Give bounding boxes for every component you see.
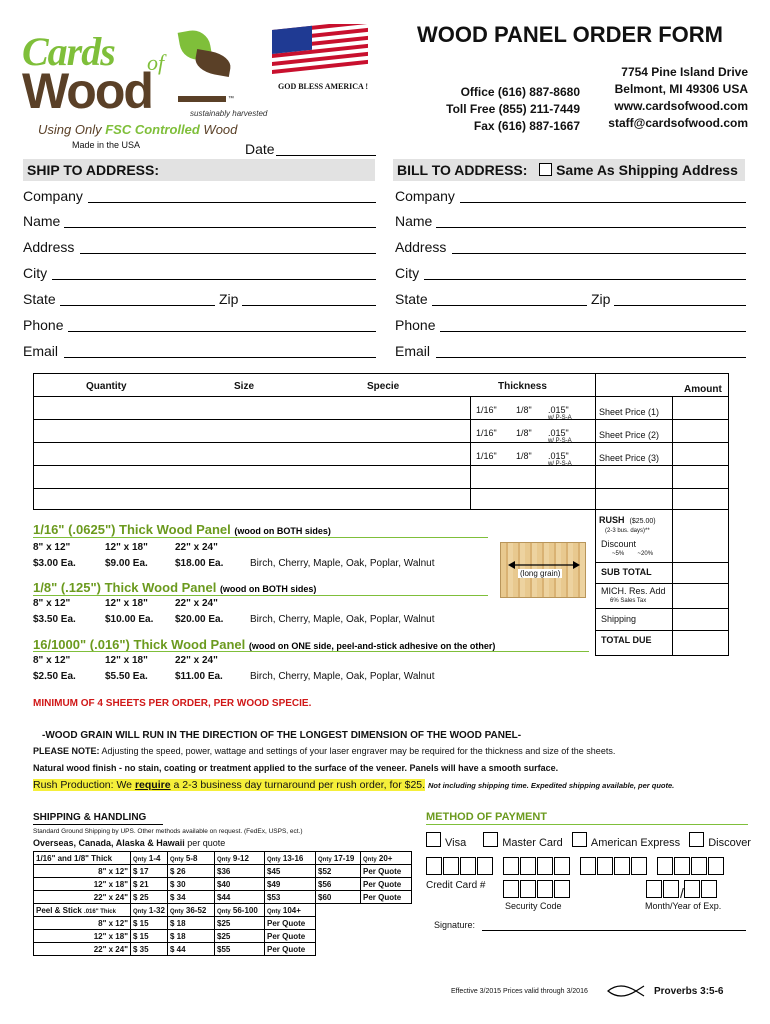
thickness-1-16[interactable]: 1/16" — [476, 405, 497, 415]
rush-production-note: Rush Production: We require a 2-3 business day turnaround per rush order, for $25. Not including shipping time. Expedited shipping available, per quote. — [33, 779, 675, 791]
sustainably-text: sustainably harvested — [190, 109, 268, 118]
visa-checkbox[interactable] — [426, 832, 441, 847]
natural-finish-note: Natural wood finish - no stain, coating or treatment applied to the surface of the veneer. Panels will have a smooth surface. — [33, 763, 559, 773]
please-note: PLEASE NOTE: Adjusting the speed, power, wattage and settings of your laser engraver may be required for the thickness and size of the sheets. — [33, 746, 616, 756]
discount-label: Discount — [601, 539, 637, 549]
table-row: 22" x 24" $ 35 $ 44 $55 Per Quote — [34, 943, 412, 956]
bill-city-label: City — [395, 265, 420, 281]
ship-company-label: Company — [23, 188, 83, 204]
discount-rates: ~5% ~20% — [612, 551, 654, 557]
made-in-usa: Made in the USA — [72, 140, 141, 150]
ship-state-field[interactable] — [60, 291, 215, 306]
psa-note: w/ P-S-A — [548, 438, 572, 444]
mich-label: MICH. Res. Add — [601, 586, 666, 596]
table-row: 12" x 18" $ 21 $ 30 $40 $49 $56 Per Quote — [34, 878, 412, 891]
col-thickness: Thickness — [498, 381, 547, 392]
ship-address-label: Address — [23, 239, 75, 255]
thickness-015[interactable]: .015" — [548, 451, 569, 461]
payment-heading: METHOD OF PAYMENT — [426, 811, 548, 823]
ship-address-field[interactable] — [80, 239, 376, 254]
thickness-015[interactable]: .015" — [548, 405, 569, 415]
grain-note: -WOOD GRAIN WILL RUN IN THE DIRECTION OF THE LONGEST DIMENSION OF THE WOOD PANEL- — [42, 730, 522, 741]
sales-tax-label: 6% Sales Tax — [610, 598, 647, 604]
minimum-note: MINIMUM OF 4 SHEETS PER ORDER, PER WOOD SPECIE. — [33, 698, 312, 709]
ship-city-field[interactable] — [52, 265, 376, 280]
total-due-label: TOTAL DUE — [601, 635, 652, 645]
logo-of-text: of — [147, 50, 165, 75]
ship-to-heading: SHIP TO ADDRESS: — [23, 159, 375, 181]
bill-address-label: Address — [395, 239, 447, 255]
same-as-shipping-checkbox[interactable] — [539, 163, 552, 176]
fish-icon — [606, 984, 646, 998]
logo-cards-text: Cards — [22, 29, 115, 74]
bill-state-field[interactable] — [432, 291, 587, 306]
table-row: 8" x 12" $ 15 $ 18 $25 Per Quote — [34, 917, 412, 930]
sheet-price-2: Sheet Price (2) — [599, 430, 660, 440]
table-row: 22" x 24" $ 25 $ 34 $44 $53 $60 Per Quote — [34, 891, 412, 904]
psa-note: w/ P-S-A — [548, 415, 572, 421]
signature-field[interactable] — [482, 918, 746, 931]
bill-email-label: Email — [395, 343, 431, 359]
ship-city-label: City — [23, 265, 48, 281]
standard-shipping-note: Standard Ground Shipping by UPS. Other methods available on request. (FedEx, USPS, ect.) — [33, 828, 303, 835]
thickness-015[interactable]: .015" — [548, 428, 569, 438]
bill-city-field[interactable] — [424, 265, 746, 280]
address-block: 7754 Pine Island Drive Belmont, MI 49306 USA www.cardsofwood.com staff@cardsofwood.com — [608, 65, 748, 130]
form-title: WOOD PANEL ORDER FORM — [417, 22, 723, 47]
signature-label: Signature: — [434, 920, 476, 930]
thickness-1-16[interactable]: 1/16" — [476, 451, 497, 461]
ship-company-field[interactable] — [88, 188, 376, 203]
thickness-1-8[interactable]: 1/8" — [516, 428, 532, 438]
rush-label: RUSH ($25.00) — [599, 515, 656, 525]
credit-card-label: Credit Card # — [426, 880, 486, 891]
bill-company-label: Company — [395, 188, 455, 204]
bill-name-field[interactable] — [436, 213, 746, 228]
card-number-boxes[interactable] — [426, 857, 725, 880]
ship-phone-field[interactable] — [68, 317, 376, 332]
bill-address-field[interactable] — [452, 239, 746, 254]
leaf-icon — [193, 49, 232, 77]
us-flag-icon — [272, 24, 368, 80]
ship-zip-field[interactable] — [242, 291, 376, 306]
ship-phone-label: Phone — [23, 317, 64, 333]
ship-name-label: Name — [23, 213, 61, 229]
bill-phone-label: Phone — [395, 317, 436, 333]
date-label: Date — [245, 141, 275, 157]
shipping-heading: SHIPPING & HANDLING — [33, 812, 147, 823]
fsc-tagline: Using Only FSC Controlled Wood — [38, 122, 238, 137]
trademark: ™ — [228, 96, 234, 102]
date-field[interactable] — [276, 141, 376, 156]
product-2-heading: 1/8" (.125") Thick Wood Panel (wood on BOTH sides) — [33, 580, 317, 595]
bill-email-field[interactable] — [436, 343, 746, 358]
ship-email-label: Email — [23, 343, 59, 359]
bill-state-label: State — [395, 291, 428, 307]
thickness-1-8[interactable]: 1/8" — [516, 405, 532, 415]
col-size: Size — [234, 381, 255, 392]
long-grain-label: (long grain) — [520, 569, 561, 578]
psa-note: w/ P-S-A — [548, 461, 572, 467]
god-bless-text: GOD BLESS AMERICA ! — [278, 82, 369, 91]
security-code-boxes[interactable] — [503, 880, 571, 903]
logo-wood-text: Wood — [22, 63, 152, 119]
thickness-1-16[interactable]: 1/16" — [476, 428, 497, 438]
sheet-price-1: Sheet Price (1) — [599, 407, 660, 417]
ship-state-label: State — [23, 291, 56, 307]
logo-underline — [178, 96, 226, 102]
bill-zip-label: Zip — [591, 291, 611, 307]
bill-zip-field[interactable] — [614, 291, 746, 306]
expiry-label: Month/Year of Exp. — [645, 901, 722, 911]
ship-name-field[interactable] — [64, 213, 376, 228]
bill-to-heading: BILL TO ADDRESS: Same As Shipping Address — [393, 159, 745, 181]
bill-company-field[interactable] — [460, 188, 746, 203]
table-row: 8" x 12" $ 17 $ 26 $36 $45 $52 Per Quote — [34, 865, 412, 878]
overseas-note: Overseas, Canada, Alaska & Hawaii per quote — [33, 838, 226, 848]
col-quantity: Quantity — [86, 381, 127, 392]
phone-block: Office (616) 887-8680 Toll Free (855) 211-7449 Fax (616) 887-1667 — [446, 85, 580, 133]
col-amount: Amount — [684, 384, 722, 395]
mastercard-checkbox[interactable] — [483, 832, 498, 847]
shipping-rates-table: 1/16" and 1/8" Thick Qnty 1-4 Qnty 5-8 Qnty 9-12 Qnty 13-16 Qnty 17-19 Qnty 20+ 8" x 12" $ 17 $ 26 $36 $45 $52 Per Quote 12" x 18" $ 21 $ 30 $40 $49 $56 Per Quote 22" x 24" $ 25 $ 34 $44 $53 $60 Per Quote Peel & Stick .016" Thick Qnty 1-32 Qnty 36-52 Qnty 56-100 Qnty 104+ 8" x 12" $ 15 $ 18 $25 Per Quote 12" x 18" $ 15 $ 18 $25 Per Quote 22" x 24" $ 35 $ 44 $55 Per Quote — [33, 851, 412, 956]
col-specie: Specie — [367, 381, 400, 392]
product-1-heading: 1/16" (.0625") Thick Wood Panel (wood on BOTH sides) — [33, 522, 331, 537]
rush-days: (2-3 bus. days)** — [605, 528, 650, 534]
security-code-label: Security Code — [505, 901, 562, 911]
ship-email-field[interactable] — [64, 343, 376, 358]
bill-name-label: Name — [395, 213, 433, 229]
payment-options: Visa Master Card American Express Discover — [426, 832, 751, 849]
bill-phone-field[interactable] — [440, 317, 746, 332]
shipping-label: Shipping — [601, 614, 637, 624]
ship-zip-label: Zip — [219, 291, 239, 307]
expiry-boxes[interactable]: / — [646, 880, 718, 901]
thickness-1-8[interactable]: 1/8" — [516, 451, 532, 461]
discover-checkbox[interactable] — [689, 832, 704, 847]
amex-checkbox[interactable] — [572, 832, 587, 847]
subtotal-label: SUB TOTAL — [601, 567, 652, 577]
table-row: 12" x 18" $ 15 $ 18 $25 Per Quote — [34, 930, 412, 943]
sheet-price-3: Sheet Price (3) — [599, 453, 660, 463]
product-3-heading: 16/1000" (.016") Thick Wood Panel (wood on ONE side, peel-and-stick adhesive on the other) — [33, 637, 496, 652]
effective-date: Effective 3/2015 Prices valid through 3/2016 — [451, 988, 588, 995]
proverbs-verse: Proverbs 3:5-6 — [654, 986, 724, 997]
